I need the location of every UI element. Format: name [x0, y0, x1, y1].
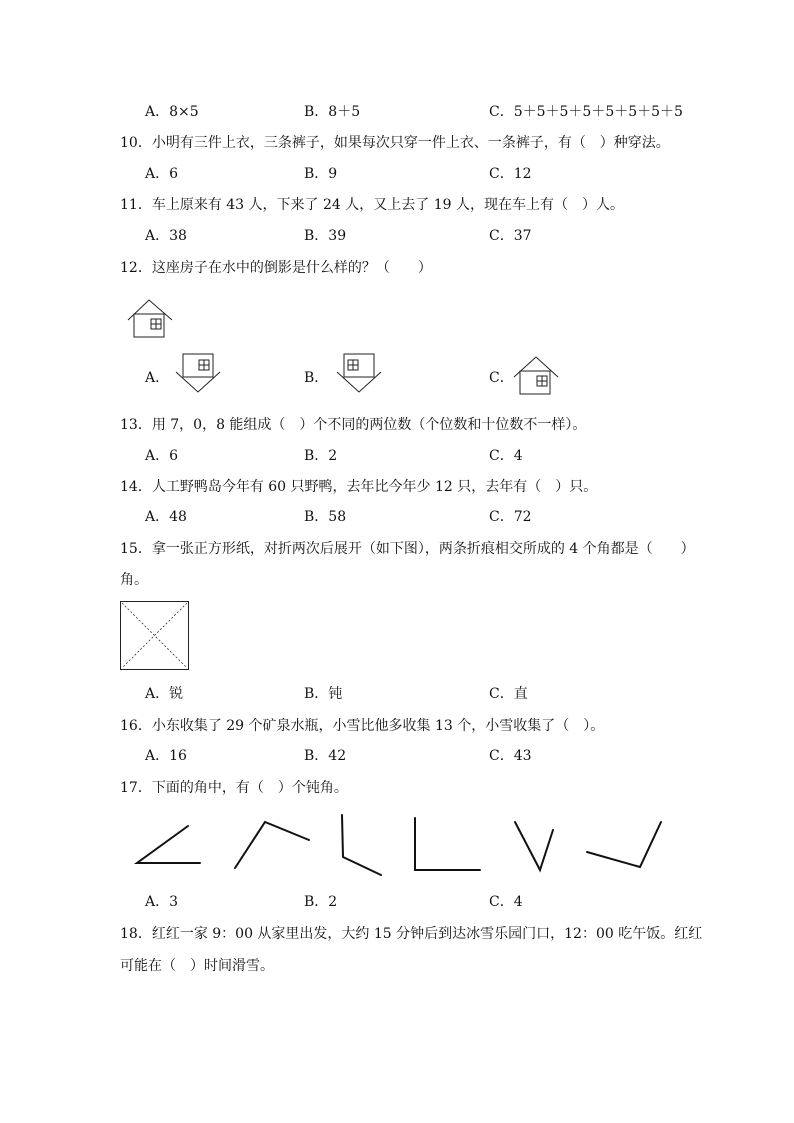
q14-option-c[interactable]: C．72 [489, 509, 532, 525]
q12-option-b[interactable]: B． [304, 370, 329, 386]
q11-option-c[interactable]: C．37 [489, 228, 532, 244]
q12-option-a[interactable]: A． [145, 370, 170, 386]
angle-2 [235, 822, 309, 868]
q10-options [0, 164, 794, 184]
q14-option-b[interactable]: B．58 [304, 509, 347, 525]
q13-options [0, 446, 794, 466]
q17-option-a[interactable]: A．3 [145, 894, 179, 910]
q15-options [0, 684, 794, 704]
q17-options [0, 892, 794, 912]
q11-option-a[interactable]: A．38 [145, 228, 187, 244]
q9-option-a[interactable]: A．8×5 [145, 104, 199, 120]
q15-text-cont: 角。 [120, 572, 148, 588]
q18-text-cont: 可能在（ ）时间滑雪。 [120, 958, 274, 974]
q18-text: 18．红红一家 9：00 从家里出发，大约 15 分钟后到达冰雪乐园门口，12：00 吃午饭。红红 [120, 926, 703, 942]
q15-text: 15．拿一张正方形纸，对折两次后展开（如下图），两条折痕相交所成的 4 个角都是（ ） [120, 541, 695, 557]
reflection-option-c-image[interactable] [512, 353, 562, 397]
q10-text: 10．小明有三件上衣，三条裤子，如果每次只穿一件上衣、一条裤子，有（ ）种穿法。 [120, 135, 670, 151]
q10-option-c[interactable]: C．12 [489, 166, 532, 182]
q14-option-a[interactable]: A．48 [145, 509, 187, 525]
q15-option-b[interactable]: B．钝 [304, 686, 343, 702]
folded-square-figure [120, 601, 190, 671]
q16-options [0, 746, 794, 766]
q14-text: 14．人工野鸭岛今年有 60 只野鸭，去年比今年少 12 只，去年有（ ）只。 [120, 479, 598, 495]
angle-3 [342, 815, 381, 875]
q16-option-a[interactable]: A．16 [145, 748, 187, 764]
reflection-option-b-image[interactable] [334, 352, 384, 396]
q17-option-c[interactable]: C．4 [489, 894, 523, 910]
q12-option-c[interactable]: C． [489, 370, 514, 386]
angle-5 [515, 822, 553, 870]
q16-option-c[interactable]: C．43 [489, 748, 532, 764]
q13-text: 13．用 7，0，8 能组成（ ）个不同的两位数（个位数和十位数不一样）。 [120, 417, 587, 433]
q9-option-b[interactable]: B．8＋5 [304, 104, 361, 120]
q15-option-c[interactable]: C．直 [489, 686, 528, 702]
q10-option-a[interactable]: A．6 [145, 166, 179, 182]
q15-option-a[interactable]: A．锐 [145, 686, 184, 702]
q12-options [0, 368, 794, 388]
q17-option-b[interactable]: B．2 [304, 894, 338, 910]
q10-option-b[interactable]: B．9 [304, 166, 338, 182]
house-figure [126, 296, 176, 340]
q11-option-b[interactable]: B．39 [304, 228, 347, 244]
q9-options [0, 102, 794, 122]
angle-6 [587, 822, 661, 867]
angle-1 [137, 826, 200, 863]
q11-text: 11．车上原来有 43 人，下来了 24 人，又上去了 19 人，现在车上有（ ）人。 [120, 197, 624, 213]
q13-option-a[interactable]: A．6 [145, 448, 179, 464]
q9-option-c[interactable]: C．5＋5＋5＋5＋5＋5＋5＋5 [489, 104, 683, 120]
angle-4 [415, 818, 480, 870]
q16-option-b[interactable]: B．42 [304, 748, 347, 764]
q16-text: 16．小东收集了 29 个矿泉水瓶，小雪比他多收集 13 个，小雪收集了（ ）。 [120, 718, 605, 734]
q13-option-c[interactable]: C．4 [489, 448, 523, 464]
q14-options [0, 507, 794, 527]
q17-text: 17．下面的角中，有（ ）个钝角。 [120, 780, 348, 796]
q12-text: 12．这座房子在水中的倒影是什么样的？（ ） [120, 260, 432, 276]
q11-options [0, 226, 794, 246]
angles-figure [120, 810, 680, 880]
q13-option-b[interactable]: B．2 [304, 448, 338, 464]
reflection-option-a-image[interactable] [173, 352, 223, 396]
